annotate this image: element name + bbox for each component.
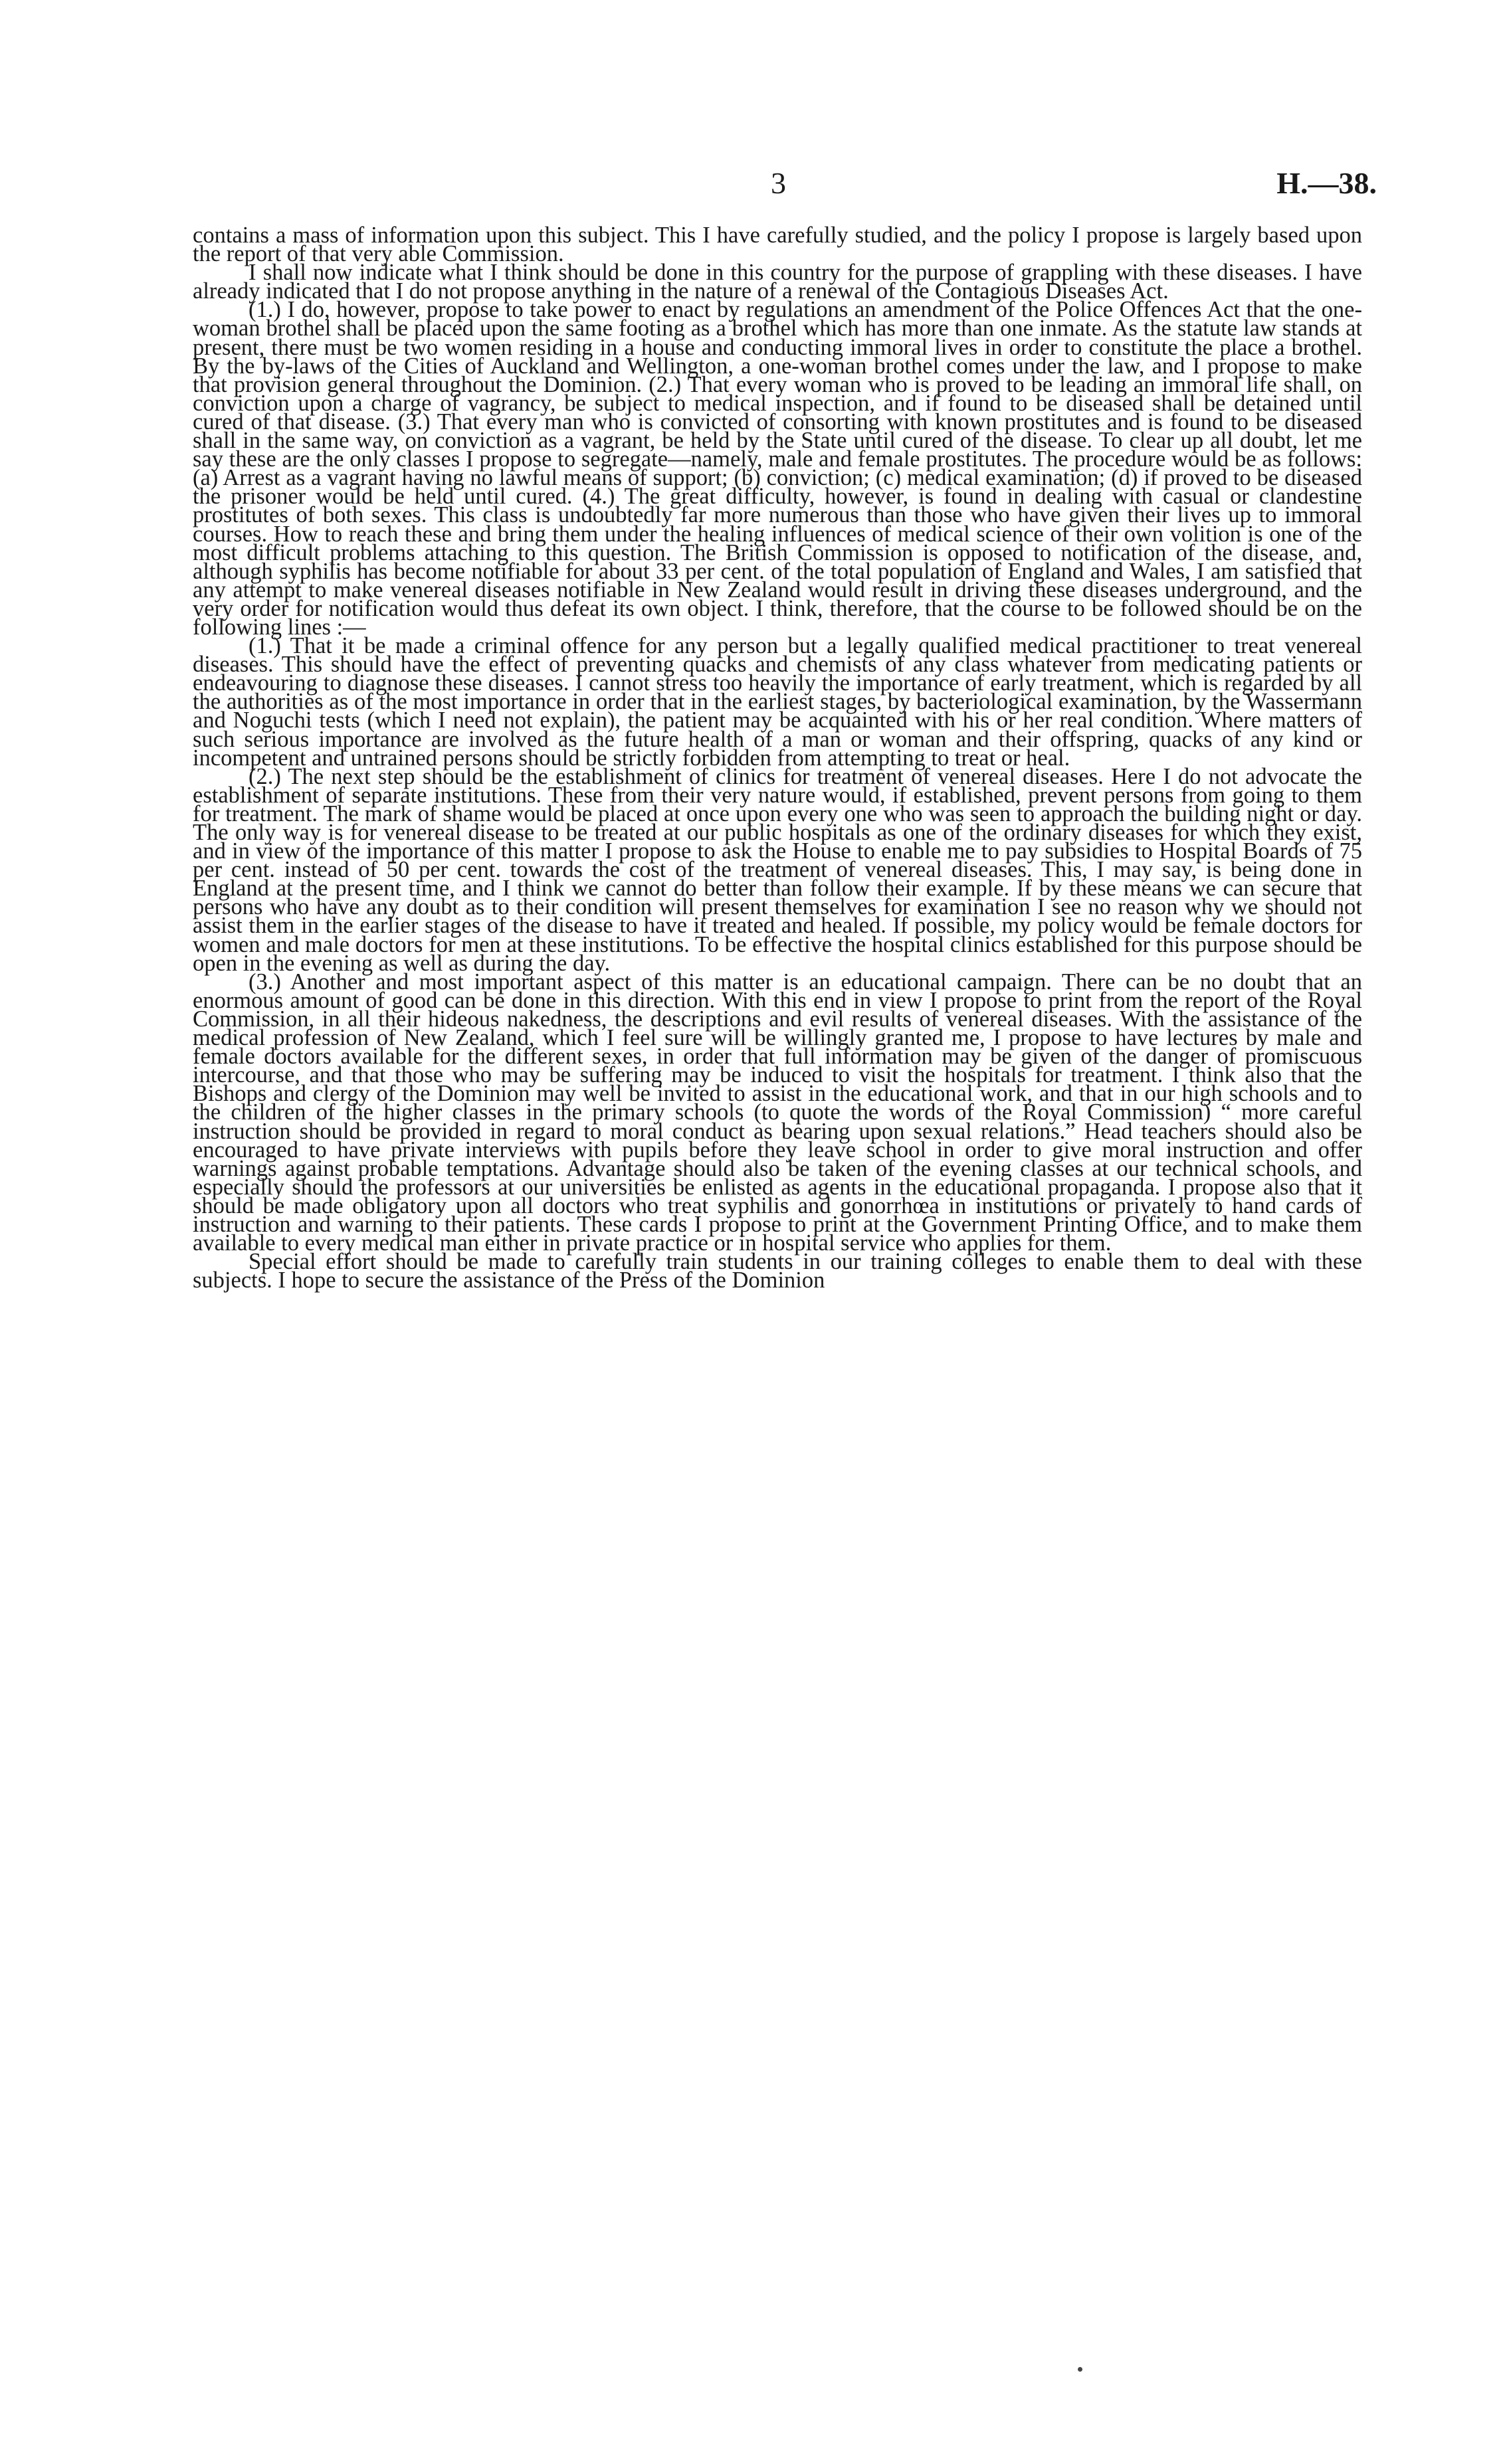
document-reference: H.—38. [1276, 166, 1377, 200]
paragraph-grappling-diseases: I shall now indicate what I think should be done in this country for the purpose of grappling with these diseases. I have already indicated that I do not propose anything in the nature of a renewal of the Contagious Diseases Act. [193, 260, 1362, 304]
page-number: 3 [771, 166, 786, 200]
stray-ink-mark [1078, 2367, 1082, 2372]
paragraph-continuation: contains a mass of information upon this subject. This I have carefully studied, and the policy I propose is largely based upon the report of that very able Commission. [193, 223, 1362, 267]
body-text [193, 223, 1362, 1293]
paragraph-clinics: (2.) The next step should be the establishment of clinics for treatment of venereal diseases. Here I do not advocate the establishment of separate institutions. These from their very nature would, if established, prevent persons from going to them for treatment. The mark of shame would be placed at once upon every one who was seen to approach the building night or day. The only way is for venereal disease to be treated at our public hospitals as one of the ordinary diseases for which they exist, and in view of the importance of this matter I propose to ask the House to enable me to pay subsidies to Hospital Boards of 75 per cent. instead of 50 per cent. towards the cost of the treatment of venereal diseases. This, I may say, is being done in England at the present time, and I think we cannot do better than follow their example. If by these means we can secure that persons who have any doubt as to their condition will present themselves for examination I see no reason why we should not assist them in the earlier stages of the disease to have it treated and healed. If possible, my policy would be female doctors for women and male doctors for men at these institutions. To be effective the hospital clinics established for this purpose should be open in the evening as well as during the day. [193, 763, 1362, 976]
paragraph-criminal-offence-treatment: (1.) That it be made a criminal offence for any person but a legally qualified medical practitioner to treat venereal diseases. This should have the effect of preventing quacks and chemists of any class whatever from medicating patients or endeavouring to diagnose these diseases. I cannot stress too heavily the importance of early treatment, which is regarded by all the authorities as of the most importance in order that in the earliest stages, by bacteriological examination, by the Wassermann and Noguchi tests (which I need not explain), the patient may be acquainted with his or her real condition. Where matters of such serious importance are involved as the future health of a man or woman and their offspring, quacks of any kind or incompetent and untrained persons should be strictly forbidden from attempting to treat or heal. [193, 633, 1362, 771]
paragraph-educational-campaign: (3.) Another and most important aspect of this matter is an educational campaign. There can be no doubt that an enormous amount of good can be done in this direction. With this end in view I propose to print from the report of the Royal Commission, in all their hideous nakedness, the descriptions and evil results of venereal diseases. With the assistance of the medical profession of New Zealand, which I feel sure will be willingly granted me, I propose to have lectures by male and female doctors available for the different sexes, in order that full information may be given of the danger of promiscuous intercourse, and that those who may be suffering may be induced to visit the hospitals for treatment. I think also that the Bishops and clergy of the Dominion may well be invited to assist in the educational work, and that in our high schools and to the children of the higher classes in the primary schools (to quote the words of the Royal Commission) “ more careful instruction should be provided in regard to moral conduct as bearing upon sexual relations.” Head teachers should also be encouraged to have private interviews with pupils before they leave school in order to give moral instruction and offer warnings against probable temptations. Advantage should also be taken of the evening classes at our technical schools, and especially should the professors at our universities be enlisted as agents in the educational propaganda. I propose also that it should be made obligatory upon all doctors who treat syphilis and gonorrhœa in institutions or privately to hand cards of instruction and warning to their patients. These cards I propose to print at the Government Printing Office, and to make them available to every medical man either in private practice or in hospital service who applies for them. [193, 969, 1362, 1256]
paragraph-police-offences-amendment: (1.) I do, however, propose to take power to enact by regulations an amendment of the Police Offences Act that the one-woman brothel shall be placed upon the same footing as a brothel which has more than one inmate. As the statute law stands at present, there must be two women residing in a house and conducting immoral lives in order to constitute the place a brothel. By the by-laws of the Cities of Auckland and Wellington, a one-woman brothel comes under the law, and I propose to make that provision general throughout the Dominion. (2.) That every woman who is proved to be leading an immoral life shall, on conviction upon a charge of vagrancy, be subject to medical inspection, and if found to be diseased shall be detained until cured of that disease. (3.) That every man who is convicted of consorting with known prostitutes and is found to be diseased shall in the same way, on conviction as a vagrant, be held by the State until cured of the disease. To clear up all doubt, let me say these are the only classes I propose to segregate—namely, male and female prostitutes. The procedure would be as follows: (a) Arrest as a vagrant having no lawful means of support; (b) conviction; (c) medical examination; (d) if proved to be diseased the prisoner would be held until cured. (4.) The great difficulty, however, is found in dealing with casual or clandestine prostitutes of both sexes. This class is undoubtedly far more numerous than those who have given their lives up to immoral courses. How to reach these and bring them under the healing influences of medical science of their own volition is one of the most difficult problems attaching to this question. The British Commission is opposed to notification of the disease, and, although syphilis has become notifiable for about 33 per cent. of the total population of England and Wales, I am satisfied that any attempt to make venereal diseases notifiable in New Zealand would result in driving these diseases underground, and the very order for notification would thus defeat its own object. I think, therefore, that the course to be followed should be on the following lines :— [193, 297, 1362, 640]
paragraph-training-colleges: Special effort should be made to carefully train students in our training colleges to enable them to deal with these subjects. I hope to secure the assistance of the Press of the Dominion [193, 1249, 1362, 1293]
page-header [0, 163, 1507, 203]
